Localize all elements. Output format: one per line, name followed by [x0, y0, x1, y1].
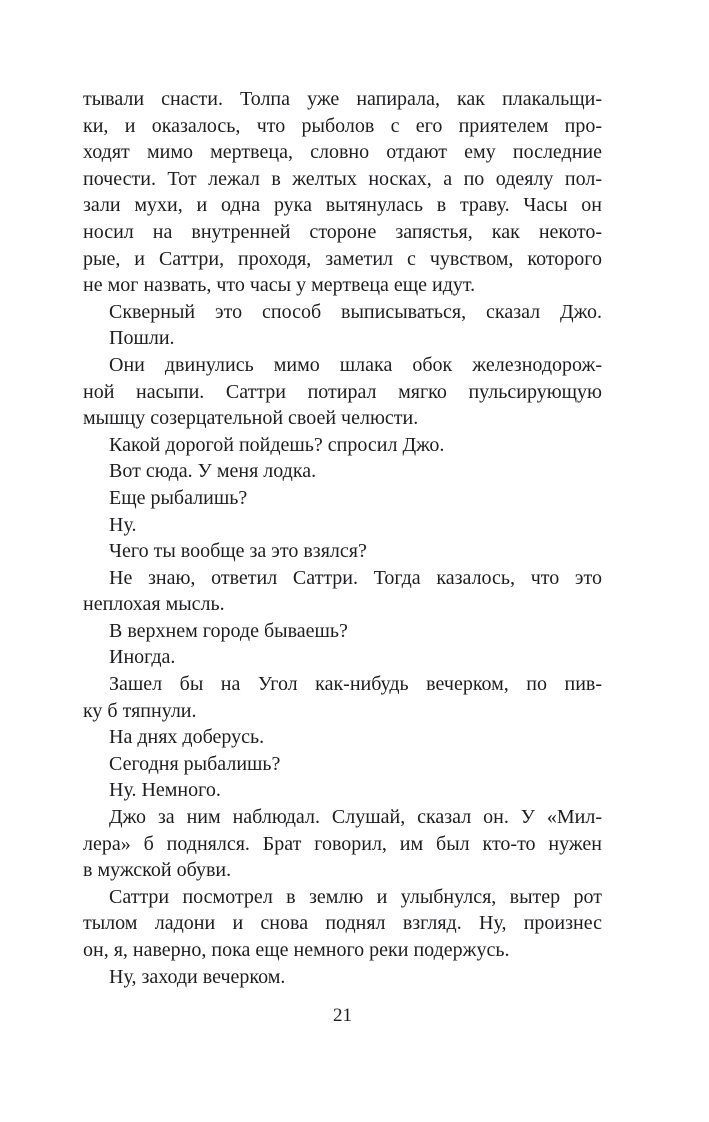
text-line: Иногда. — [109, 646, 176, 669]
text-line: носил на внутренней стороне запястья, как некото- — [83, 220, 602, 243]
text-line: Ну. — [109, 513, 137, 536]
text-line: мышцу созерцательной своей челюсти. — [83, 407, 419, 430]
text-line: Вот сюда. У меня лодка. — [109, 460, 317, 483]
text-line: не мог назвать, что часы у мертвеца еще идут. — [83, 274, 476, 297]
text-block — [83, 86, 602, 990]
text-line: лера» б поднялся. Брат говорил, им был кто-то нужен — [83, 832, 602, 855]
text-line: Еще рыбалишь? — [109, 486, 248, 509]
text-line: рые, и Саттри, проходя, заметил с чувством, которого — [83, 247, 602, 270]
text-line: ку б тяпнули. — [83, 699, 197, 722]
text-line: ки, и оказалось, что рыболов с его приятелем про- — [83, 114, 602, 137]
text-line: почести. Тот лежал в желтых носках, а по одеялу пол- — [83, 167, 602, 190]
text-line: он, я, наверно, пока еще немного реки подержусь. — [83, 939, 510, 961]
text-line: тывали снасти. Толпа уже напирала, как плакальщи- — [83, 88, 602, 110]
text-line: Джо за ним наблюдал. Слушай, сказал он. У «Мил- — [109, 806, 602, 829]
text-line: в мужской обуви. — [83, 859, 232, 882]
text-line: Скверный это способ выписываться, сказал Джо. — [109, 300, 602, 323]
text-line: Сегодня рыбалишь? — [109, 752, 281, 775]
text-line: Они двинулись мимо шлака обок железнодорож- — [109, 353, 602, 376]
text-line: На днях доберусь. — [109, 726, 265, 749]
text-line: зали мухи, и одна рука вытянулась в траву. Часы он — [83, 194, 602, 217]
text-line: Чего ты вообще за это взялся? — [109, 540, 367, 563]
text-line: тылом ладони и снова поднял взгляд. Ну, произнес — [83, 912, 602, 935]
text-line: ной насыпи. Саттри потирал мягко пульсирующую — [83, 380, 602, 403]
page-number: 21 — [333, 1005, 352, 1026]
text-line: Ну, заходи вечерком. — [109, 965, 286, 988]
text-line: В верхнем городе бываешь? — [109, 619, 348, 642]
text-line: Зашел бы на Угол как-нибудь вечерком, по пив- — [109, 673, 602, 696]
text-line: Ну. Немного. — [109, 779, 221, 802]
text-line: неплохая мысль. — [83, 593, 225, 616]
text-line: Пошли. — [109, 327, 175, 350]
text-line: Не знаю, ответил Саттри. Тогда казалось, что это — [109, 566, 602, 589]
text-line: ходят мимо мертвеца, словно отдают ему последние — [83, 141, 602, 164]
text-line: Какой дорогой пойдешь? спросил Джо. — [109, 433, 445, 456]
text-line: Саттри посмотрел в землю и улыбнулся, вытер рот — [109, 885, 602, 908]
